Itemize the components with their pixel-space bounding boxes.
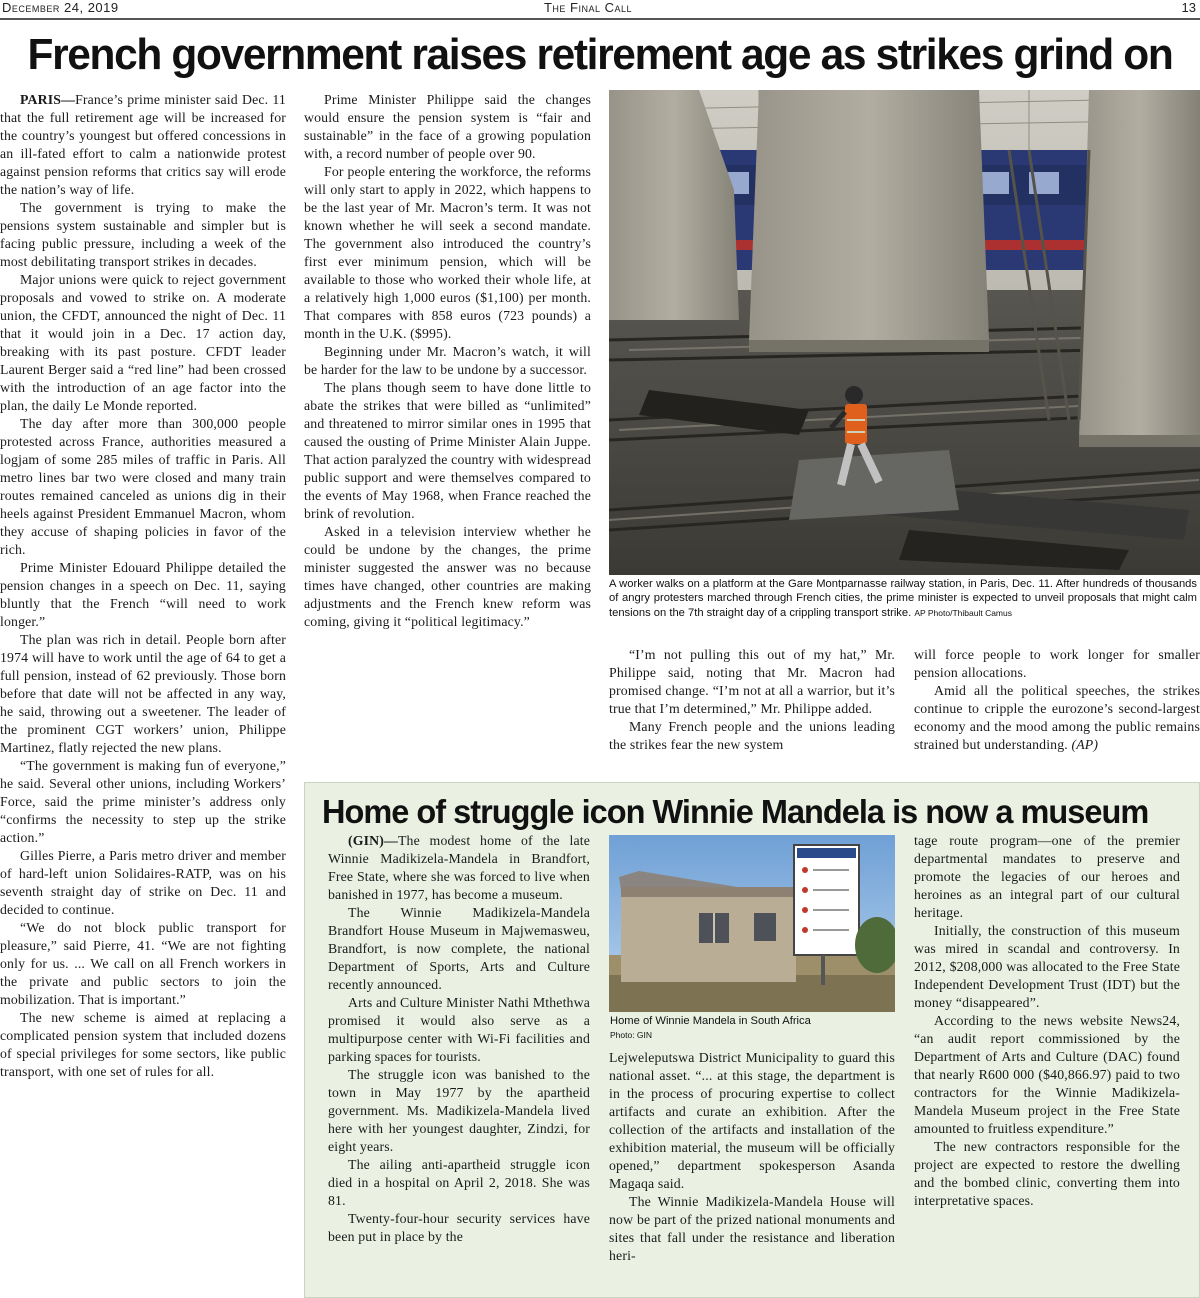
paragraph [609,1193,895,1265]
paragraph [914,1012,1180,1138]
paragraph-text: “We do not block public transport for pleasure,” said Pierre, 41. “We are not fighting only for us. ... We call on all French workers in the private and public sectors to join the mobilization. That is important.” [0,920,286,1007]
caption-text: A worker walks on a platform at the Gare Montparnasse railway station, in Paris, Dec. 11. After hundreds of thousands of angry protesters marched through French cities, the prime minister is expected to unveil proposals that might calm tensions on the 7th straight day of a crippling transport strike. [609,578,1197,619]
paragraph-text: The Winnie Madikizela-Mandela Brandfort House Museum in Majwemasweu, Brandfort, is now complete, the national Department of Sports, Arts and Culture recently announced. [328,905,590,992]
paragraph-text: The new contractors responsible for the project are expected to restore the dwelling and the bombed clinic, converting them into interpretative spaces. [914,1139,1180,1208]
paragraph-text: The ailing anti-apartheid struggle icon died in a hospital on April 2, 2018. She was 81. [328,1157,590,1208]
story1-column-1 [0,91,286,1081]
paragraph [304,163,591,343]
paragraph-text: The new scheme is aimed at replacing a complicated pension system that included dozens of special privileges for some sectors, like public transport, with one set of rules for all. [0,1010,286,1079]
paragraph [328,1156,590,1210]
story1-column-2 [304,91,591,631]
paragraph-text: The struggle icon was banished to the town in May 1977 by the apartheid government. Ms. Madikizela-Mandela lived here with her youngest daughter, Zindzi, for eight years. [328,1067,590,1154]
story2-column-2 [609,1049,895,1265]
paragraph-text: Prime Minister Philippe said the changes would ensure the pension system is “fair and sustainable” in the face of a growing population with, a record number of people over 90. [304,92,591,161]
paragraph-text: will force people to work longer for smaller pension allocations. [914,647,1200,680]
story1-column-4 [914,646,1200,754]
paragraph [914,682,1200,754]
paragraph [304,343,591,379]
paragraph [0,91,286,199]
paragraph-text: The plans though seem to have done little to abate the strikes that were billed as “unlimited” and threatened to mirror similar ones in 1995 that caused the ousting of Prime Minister Alain Juppe. That action paralyzed the country with widespread public support and were themselves compared to the events of May 1968, when France reached the brink of revolution. [304,380,592,521]
paragraph-text: The government is trying to make the pensions system sustainable and simpler but is facing public pressure, including a week of the most debilitating transport strikes in decades. [0,200,286,269]
paragraph [328,994,590,1066]
paragraph-text: France’s prime minister said Dec. 11 that the full retirement age will be increased for the country’s youngest but offered concessions in an ill-fated effort to calm a nationwide protest against pension reforms that critics say will erode the nation’s way of life. [0,92,286,197]
newspaper-name: The Final Call [543,0,633,15]
paragraph [0,559,286,631]
paragraph-text: Twenty-four-hour security services have been put in place by the [328,1211,590,1244]
paragraph-text: “I’m not pulling this out of my hat,” Mr. Philippe said, noting that Mr. Macron had promised change. “I’m not at all a warrior, but it’s true that I’m determined,” Mr. Philippe added. [609,647,895,716]
photo-credit: AP Photo/Thibault Camus [914,607,1012,618]
paragraph-text: Prime Minister Edouard Philippe detailed the pension changes in a speech on Dec. 11, saying bluntly that the French “will need to work longer.” [0,560,286,629]
paragraph-text: Amid all the political speeches, the strikes continue to cripple the eurozone’s second-largest economy and the mood among the public remains strained but understanding. [914,683,1200,752]
folio-bar [0,0,1200,18]
paragraph [609,718,895,754]
paragraph-text: Major unions were quick to reject government proposals and vowed to strike on. A moderate union, the CFDT, announced the night of Dec. 11 that it would join in a Dec. 17 action day, breaking with its past posture. CFDT leader Laurent Berger said a “red line” had been crossed with the introduction of an age factor into the plan, the daily Le Monde reported. [0,272,286,413]
paragraph [609,646,895,718]
paragraph [914,922,1180,1012]
paragraph [328,904,590,994]
wire-credit: (AP) [1071,737,1099,752]
paragraph-text: According to the news website News24, “an audit report commissioned by the Department of Arts and Culture (DAC) found that nearly R600 000 ($40,866.97) paid to two contractors for the Winnie Madikizela-Mandela Museum project in the Free State amounted to fruitless expenditure.” [914,1013,1180,1136]
paragraph [0,271,286,415]
paragraph-text: The modest home of the late Winnie Madikizela-Mandela in Brandfort, Free State, where she was forced to live when banished in 1977, has become a museum. [328,833,590,902]
paragraph-text: Many French people and the unions leading the strikes fear the new system [609,719,895,752]
folio-rule [0,18,1200,20]
story2-column-1 [328,832,590,1246]
paragraph [0,757,286,847]
paragraph-text: Gilles Pierre, a Paris metro driver and member of hard-left union Solidaires-RATP, was on his seventh straight day of strike on Dec. 11 and decided to continue. [0,848,286,917]
paragraph [328,1210,590,1246]
paragraph [0,631,286,757]
paragraph-text: The day after more than 300,000 people protested across France, authorities measured a logjam of some 285 miles of traffic in Paris. All metro lines bar two were closed and many train routes remained canceled as unions dig in their heels against President Emmanuel Macron, whom they accuse of shaping policies in favor of the rich. [0,416,286,557]
secondary-headline: Home of struggle icon Winnie Mandela is now a museum [322,793,1149,830]
paragraph [304,523,591,631]
paragraph [328,832,590,904]
page-number: 13 [1181,0,1196,15]
paragraph-text: “The government is making fun of everyone,” he said. Several other unions, including Workers’ Force, said the prime minister’s address only “confirms the necessity to step up the strike action.” [0,758,286,845]
paragraph [914,1138,1180,1210]
dateline: (GIN)— [348,833,398,848]
paragraph [914,832,1180,922]
paragraph [0,847,286,919]
story2-column-3 [914,832,1180,1210]
house-photo-caption [610,1014,896,1042]
paragraph [328,1066,590,1156]
paragraph [914,646,1200,682]
paragraph-text: Arts and Culture Minister Nathi Mthethwa promised it would also serve as a multipurpose center with Wi-Fi facilities and parking spaces for tourists. [328,995,590,1064]
paragraph-text: For people entering the workforce, the reforms will only start to apply in 2022, which happens to be the last year of Mr. Macron’s term. It was not known whether he will seek a second mandate. The government also introduced the country’s first ever minimum pension, which will be available to those who worked their whole life, at a relatively high 1,000 euros ($1,100) per month. That compares with 858 euros (723 pounds) a month in the U.K. ($995). [304,164,591,341]
issue-date: December 24, 2019 [2,0,119,15]
photo-caption [609,577,1197,620]
paragraph-text: Lejweleputswa District Municipality to guard this national asset. “... at this stage, the department is in the process of procuring expertise to collect artifacts and curate an exhibition. After the collection of the artifacts and installation of the exhibition material, the museum will be officially opened,” department spokesperson Asanda Magaqa said. [609,1050,895,1191]
paragraph [304,91,591,163]
winnie-mandela-house-photo [609,835,895,1012]
photo2-credit: Photo: GIN [610,1030,653,1040]
paragraph-text: tage route program—one of the premier departmental mandates to preserve and promote the legacies of our heroes and heroines as an integral part of our cultural heritage. [914,833,1180,920]
dateline: PARIS— [20,92,76,107]
railway-photo-illustration [609,90,1200,575]
paragraph-text: The plan was rich in detail. People born after 1974 will have to work until the age of 64 to get a full pension, instead of 62 previously. Those born before that date will not be affected in any way, he said, throwing out a sweetener. The leader of the prominent CGT workers’ union, Philippe Martinez, flatly rejected the new plans. [0,632,286,755]
paragraph [0,415,286,559]
story1-column-3 [609,646,895,754]
main-headline: French government raises retirement age as strikes grind on [27,30,1173,79]
caption2-text: Home of Winnie Mandela in South Africa [610,1015,811,1027]
paragraph-text: Initially, the construction of this museum was mired in scandal and controversy. In 2012, $208,000 was allocated to the Free State Independent Development Trust (IDT) but the money “disappeared”. [914,923,1180,1010]
paragraph [304,379,591,523]
paragraph [0,199,286,271]
railway-station-photo [609,90,1200,575]
paragraph-text: The Winnie Madikizela-Mandela House will now be part of the prized national monuments and sites that fall under the resistance and liberation heri- [609,1194,895,1263]
house-photo-illustration [609,835,895,1012]
paragraph [0,919,286,1009]
paragraph [0,1009,286,1081]
paragraph [609,1049,895,1193]
paragraph-text: Beginning under Mr. Macron’s watch, it will be harder for the law to be undone by a successor. [304,344,591,377]
paragraph-text: Asked in a television interview whether he could be undone by the changes, the prime minister suggested the answer was no because times have changed, other countries are making adjustments and the French knew reform was coming, giving it “political legitimacy.” [304,524,591,629]
